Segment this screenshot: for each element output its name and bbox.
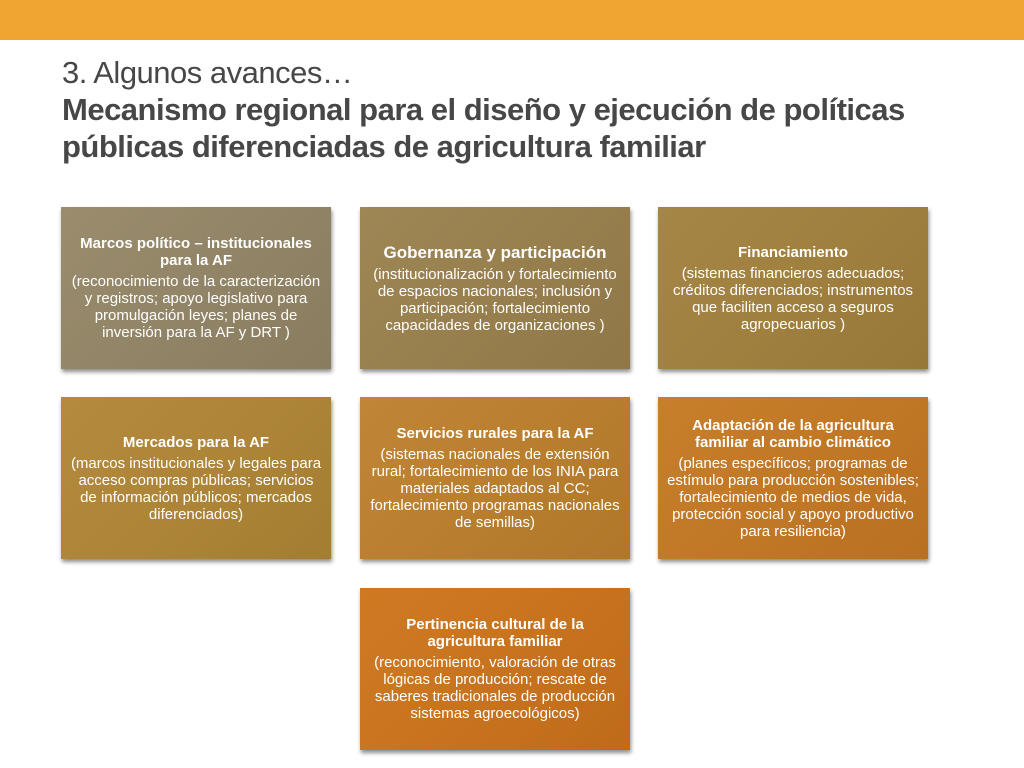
- box-heading: Servicios rurales para la AF: [396, 425, 594, 442]
- box-mercados: [61, 397, 331, 559]
- box-marcos-politico-institucionales: [61, 207, 331, 369]
- box-body: (marcos institucionales y legales para acceso compras públicas; servicios de información públicos; mercados diferenciados): [70, 454, 322, 523]
- box-adaptacion-cambio-climatico: [658, 397, 928, 559]
- title-line-2: Mecanismo regional para el diseño y ejecución de políticas: [62, 92, 905, 127]
- box-heading: Financiamiento: [737, 243, 849, 261]
- title-line-3: públicas diferenciadas de agricultura familiar: [62, 129, 706, 164]
- box-heading: Marcos político – institucionales para la AF: [80, 235, 312, 269]
- box-gobernanza-participacion: [360, 207, 630, 369]
- box-financiamiento: [658, 207, 928, 369]
- box-body: (reconocimiento de la caracterización y registros; apoyo legislativo para promulgación leyes; planes de inversión para la AF y DRT ): [71, 273, 321, 341]
- box-heading: Mercados para la AF: [122, 433, 270, 451]
- box-heading: Pertinencia cultural de la agricultura familiar: [406, 616, 584, 650]
- box-body: (planes específicos; programas de estímulo para producción sostenibles; fortalecimiento de medios de vida, protección social y apoyo productivo para resiliencia): [667, 454, 919, 540]
- top-accent-bar: [0, 0, 1024, 40]
- title-line-1: 3. Algunos avances…: [62, 55, 353, 90]
- box-body: (reconocimiento, valoración de otras lógicas de producción; rescate de saberes tradicionales de producción sistemas agroecológicos): [374, 654, 616, 722]
- box-heading: Adaptación de la agricultura familiar al cambio climático: [692, 416, 894, 451]
- box-body: (institucionalización y fortalecimiento de espacios nacionales; inclusión y participación; fortalecimiento capacidades de organizaciones ): [373, 265, 617, 334]
- box-heading: Gobernanza y participación: [383, 242, 607, 262]
- box-body: (sistemas nacionales de extensión rural; fortalecimiento de los INIA para materiales adaptados al CC; fortalecimiento programas nacionales de semillas): [370, 446, 620, 531]
- slide-title: [62, 54, 982, 165]
- box-pertinencia-cultural: [360, 588, 630, 750]
- box-body: (sistemas financieros adecuados; créditos diferenciados; instrumentos que faciliten acceso a seguros agropecuarios ): [672, 264, 914, 333]
- box-servicios-rurales: [360, 397, 630, 559]
